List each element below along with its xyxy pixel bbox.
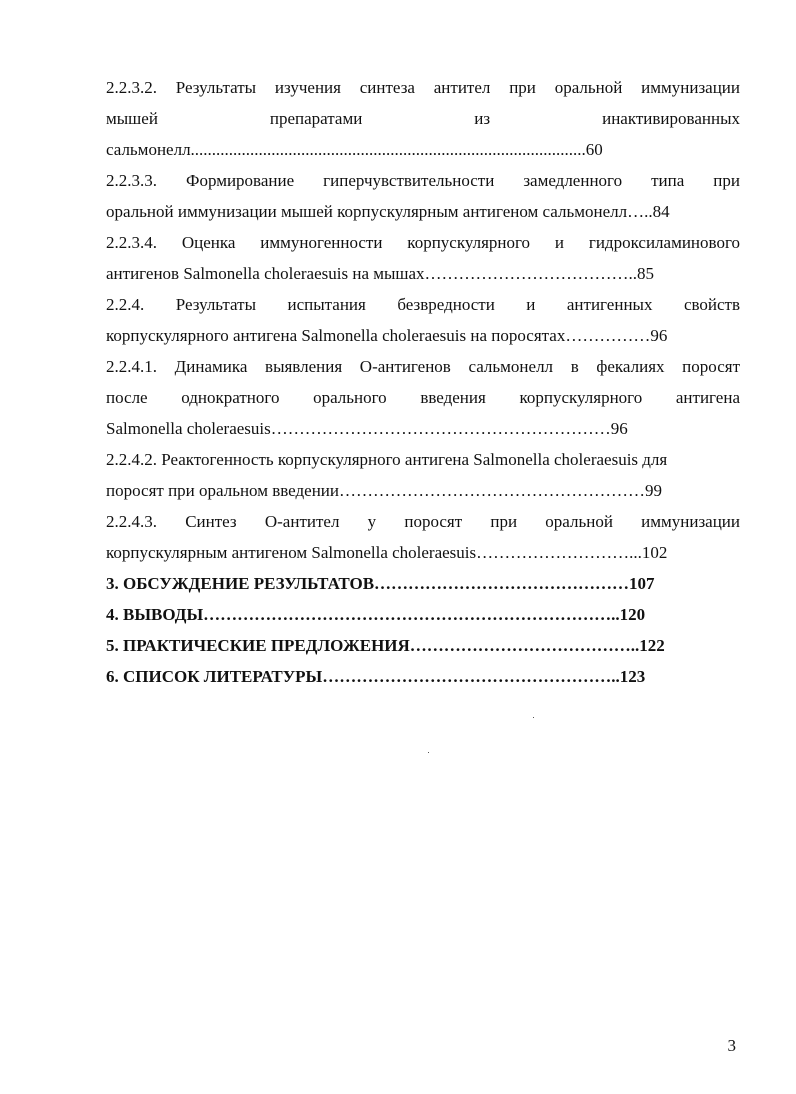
toc-line: 2.2.4.1. Динамика выявления О-антигенов сальмонелл в фекалиях поросят xyxy=(106,357,740,376)
toc-line: поросят при оральном введении………………………………………………99 xyxy=(106,481,662,500)
toc-line: антигенов Salmonella choleraesuis на мышах………………………………..85 xyxy=(106,264,655,283)
toc-line: Salmonella choleraesuis……………………………………………………96 xyxy=(106,419,628,438)
toc-line: 2.2.3.2. Результаты изучения синтеза антител при оральной иммунизации xyxy=(106,78,740,97)
toc-line: 2.2.4.3. Синтез О-антител у поросят при оральной иммунизации xyxy=(106,512,740,531)
toc-line: мышей препаратами из инактивированных xyxy=(106,109,740,128)
page-number: 3 xyxy=(727,1036,736,1055)
toc-line: корпускулярного антигена Salmonella choleraesuis на поросятах……………96 xyxy=(106,326,668,345)
table-of-contents xyxy=(106,72,740,692)
toc-line: 5. ПРАКТИЧЕСКИЕ ПРЕДЛОЖЕНИЯ…………………………………..122 xyxy=(106,636,665,655)
toc-line: оральной иммунизации мышей корпускулярным антигеном сальмонелл…..84 xyxy=(106,202,670,221)
toc-line: 2.2.4.2. Реактогенность корпускулярного антигена Salmonella choleraesuis для xyxy=(106,450,668,469)
toc-line: 4. ВЫВОДЫ………………………………………………………………..120 xyxy=(106,605,646,624)
toc-line: 2.2.4. Результаты испытания безвредности и антигенных свойств xyxy=(106,295,740,314)
toc-line: 3. ОБСУЖДЕНИЕ РЕЗУЛЬТАТОВ………………………………………107 xyxy=(106,574,655,593)
toc-line: 2.2.3.3. Формирование гиперчувствительности замедленного типа при xyxy=(106,171,740,190)
toc-line: 6. СПИСОК ЛИТЕРАТУРЫ……………………………………………..123 xyxy=(106,667,646,686)
scan-speck xyxy=(428,752,429,753)
toc-line: корпускулярным антигеном Salmonella choleraesuis………………………...102 xyxy=(106,543,668,562)
scan-speck xyxy=(533,717,534,718)
toc-line: после однократного орального введения корпускулярного антигена xyxy=(106,388,740,407)
toc-line: сальмонелл.............................................................................................60 xyxy=(106,140,603,159)
toc-line: 2.2.3.4. Оценка иммуногенности корпускулярного и гидроксиламинового xyxy=(106,233,740,252)
